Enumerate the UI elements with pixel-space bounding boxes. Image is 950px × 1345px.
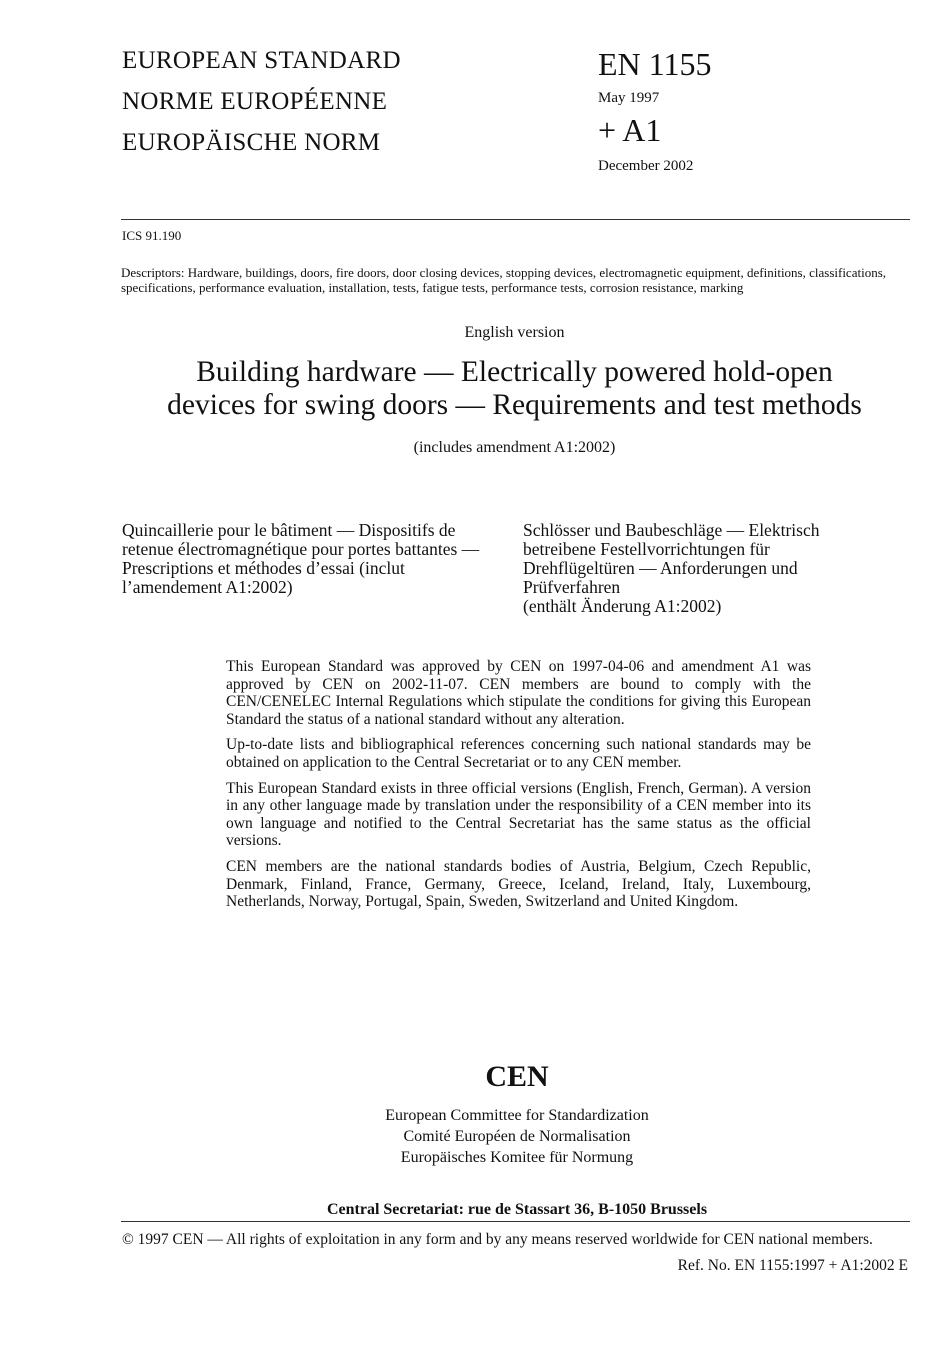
cen-logo-text: CEN bbox=[485, 1060, 549, 1093]
organization-name-german: Europäisches Komitee für Normung bbox=[400, 1149, 634, 1166]
version-label: English version bbox=[464, 324, 565, 341]
german-title bbox=[523, 521, 883, 616]
reference-number: Ref. No. EN 1155:1997 + A1:2002 E bbox=[677, 1257, 908, 1274]
approval-text bbox=[226, 658, 811, 919]
descriptors: Descriptors: Hardware, buildings, doors, fire doors, door closing devices, stopping devices, electromagnetic equipment, definitions, classifications, specifications, performance evaluation, installation, tests, fatigue tests, performance tests, corrosion resistance, marking bbox=[121, 265, 887, 295]
heading-german: EUROPÄISCHE NORM bbox=[122, 129, 381, 156]
german-title-note: (enthält Änderung A1:2002) bbox=[523, 596, 722, 616]
standard-date: May 1997 bbox=[598, 90, 660, 106]
title-line-1: Building hardware — Electrically powered hold-open bbox=[196, 356, 833, 388]
header-rule bbox=[121, 219, 910, 220]
document-title bbox=[80, 356, 949, 422]
french-title: Quincaillerie pour le bâtiment — Dispositifs de retenue électromagnétique pour portes battantes — Prescriptions et méthodes d’essai (inclut l’amendement A1:2002) bbox=[122, 520, 480, 597]
central-secretariat: Central Secretariat: rue de Stassart 36, B-1050 Brussels bbox=[326, 1201, 708, 1218]
footer-rule bbox=[121, 1221, 910, 1222]
organization-name-english: European Committee for Standardization bbox=[385, 1107, 649, 1124]
amendment-number: + A1 bbox=[598, 112, 662, 148]
german-title-text: Schlösser und Baubeschläge — Elektrisch betreibene Festellvorrichtungen für Drehflügeltüren — Anforderungen und Prüfverfahren bbox=[523, 520, 820, 597]
references-paragraph: Up-to-date lists and bibliographical references concerning such national standards may be obtained on application to the Central Secretariat or to any CEN member. bbox=[226, 736, 811, 771]
members-paragraph: CEN members are the national standards bodies of Austria, Belgium, Czech Republic, Denmark, Finland, France, Germany, Greece, Iceland, Ireland, Italy, Luxembourg, Netherlands, Norway, Portugal, Spain, Sweden, Switzerland and United Kingdom. bbox=[226, 857, 811, 911]
standard-heading bbox=[122, 40, 562, 163]
heading-english: EUROPEAN STANDARD bbox=[122, 47, 401, 74]
versions-paragraph: This European Standard exists in three official versions (English, French, German). A version in any other language made by translation under the responsibility of a CEN member into its own language and notified to the Central Secretariat has the same status as the official versions. bbox=[226, 779, 811, 850]
organization-name-french: Comité Européen de Normalisation bbox=[403, 1128, 631, 1145]
ics-code: ICS 91.190 bbox=[122, 228, 182, 243]
heading-french: NORME EUROPÉENNE bbox=[122, 88, 388, 115]
amendment-note: (includes amendment A1:2002) bbox=[413, 439, 616, 456]
standard-number: EN 1155 bbox=[598, 46, 712, 82]
amendment-date: December 2002 bbox=[598, 158, 694, 174]
organization-names bbox=[0, 1105, 950, 1168]
copyright-notice: © 1997 CEN — All rights of exploitation in any form and by any means reserved worldwide for CEN national members. bbox=[122, 1231, 873, 1248]
title-line-2: devices for swing doors — Requirements and test methods bbox=[167, 389, 862, 421]
standard-number-block bbox=[598, 42, 908, 176]
approval-paragraph: This European Standard was approved by CEN on 1997-04-06 and amendment A1 was approved by CEN on 2002-11-07. CEN members are bound to comply with the CEN/CENELEC Internal Regulations which stipulate the conditions for giving this European Standard the status of a national standard without any alteration. bbox=[226, 658, 811, 728]
